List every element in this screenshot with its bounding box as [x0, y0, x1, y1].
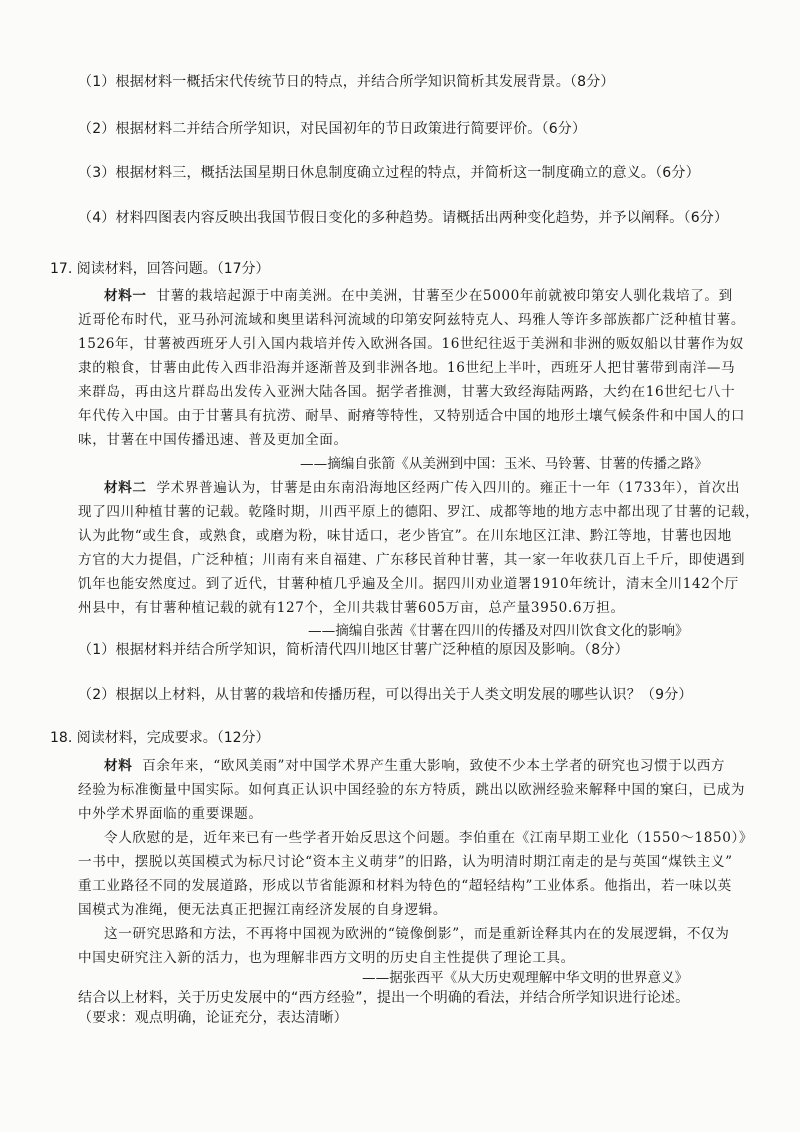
q18-source: ——据张西平《从大历史观理解中华文明的世界意义》: [362, 970, 689, 986]
q17-m2-line-3: 认为此物“或生食，或熟食，或磨为粉，味甘适口，老少皆宜”。在川东地区江津、黔江等地，甘薯也因地: [78, 528, 732, 544]
q17-m2-line-4: 方官的大力提倡，广泛种植；川南有来自福建、广东移民首种甘薯，其一家一年收获几百上千斤，即使遇到: [78, 552, 746, 568]
q18-line-7: 国模式为准绳，便无法真正把握江南经济发展的自身逻辑。: [78, 902, 448, 918]
q18-material-label: 材料: [104, 758, 133, 774]
q18-line-6: 重工业路径不同的发展道路，形成以节省能源和材料为特色的“超轻结构”工业体系。他指出，若一味以英: [78, 878, 732, 894]
q17-m1-source: ——摘编自张箭《从美洲到中国：玉米、马铃薯、甘薯的传播之路》: [300, 456, 708, 472]
q18-line-2: 经验为标准衡量中国实际。如何真正认识中国经验的东方特质，跳出以欧洲经验来解释中国的窠臼，已成为: [78, 782, 746, 798]
q16-sub-3: （3）根据材料三，概括法国星期日休息制度确立过程的特点，并简析这一制度确立的意义。（6分）: [78, 165, 700, 181]
q17-question-2: （2）根据以上材料，从甘薯的栽培和传播历程，可以得出关于人类文明发展的哪些认识？（9分）: [78, 687, 693, 703]
q18-line-4: 令人欣慰的是，近年来已有一些学者开始反思这个问题。李伯重在《江南早期工业化（1550～1850）》: [104, 830, 754, 846]
q17-m2-source: ——摘编自张茜《甘薯在四川的传播及对四川饮食文化的影响》: [308, 623, 689, 639]
q17-m2-line-5: 饥年也能安然度过。到了近代，甘薯种植几乎遍及全川。据四川劝业道署1910年统计，清末全川142个厅: [78, 576, 739, 592]
q16-sub-2: （2）根据材料二并结合所学知识，对民国初年的节日政策进行简要评价。（6分）: [78, 121, 587, 137]
q17-m1-line-3: 1526年，甘薯被西班牙人引入国内栽培并传入欧洲各国。16世纪往返于美洲和非洲的贩奴船以甘薯作为奴: [78, 336, 744, 352]
q18-line-1: 材料 百余年来，“欧风美雨”对中国学术界产生重大影响，致使不少本土学者的研究也习惯于以西方: [104, 758, 726, 774]
q17-m1-line-5: 来群岛，再由这片群岛出发传入亚洲大陆各国。据学者推测，甘薯大致经海陆两路，大约在16世纪七八十: [78, 384, 736, 400]
q18-line-8: 这一研究思路和方法，不再将中国视为欧洲的“镜像倒影”，而是重新诠释其内在的发展逻辑，不仅为: [104, 926, 730, 942]
q18-line-9: 中国史研究注入新的活力，也为理解非西方文明的历史自主性提供了理论工具。: [78, 950, 575, 966]
q18-requirement: （要求：观点明确，论证充分，表达清晰）: [78, 1010, 348, 1026]
q17-m1-line-4: 隶的粮食，甘薯由此传入西非沿海并逐渐普及到非洲各地。16世纪上半叶，西班牙人把甘薯带到南洋—马: [78, 360, 736, 376]
q17-m1-label: 材料一: [104, 288, 147, 304]
q18-task: 结合以上材料，关于历史发展中的“西方经验”，提出一个明确的看法，并结合所学知识进行论述。: [78, 990, 690, 1006]
q17-m2-line-1: 材料二 学术界普遍认为，甘薯是由东南沿海地区经两广传入四川的。雍正十一年（1733年），首次出: [104, 480, 741, 496]
q17-m2-line-2: 现了四川种植甘薯的记载。乾隆时期，川西平原上的德阳、罗江、成都等地的地方志中都出现了甘薯的记载，: [78, 504, 760, 520]
q17-m2-line-6: 州县中，有甘薯种植记载的就有127个，全川共栽甘薯605万亩，总产量3950.6万担。: [78, 600, 625, 616]
q18-heading: 18. 阅读材料，完成要求。（12分）: [50, 730, 270, 746]
q16-sub-4: （4）材料四图表内容反映出我国节假日变化的多种趋势。请概括出两种变化趋势，并予以阐释。（6分）: [78, 210, 729, 226]
q16-sub-1: （1）根据材料一概括宋代传统节日的特点，并结合所学知识简析其发展背景。（8分）: [78, 74, 615, 90]
q17-m2-label: 材料二: [104, 480, 147, 496]
q17-m1-line-7: 味，甘薯在中国传播迅速、普及更加全面。: [78, 432, 348, 448]
q17-m1-line-6: 年代传入中国。由于甘薯具有抗涝、耐旱、耐瘠等特性，又特别适合中国的地形土壤气候条件和中国人的口: [78, 408, 746, 424]
q18-line-3: 中外学术界面临的重要课题。: [78, 806, 263, 822]
q18-line-5: 一书中，摆脱以英国模式为标尺讨论“资本主义萌芽”的旧路，认为明清时期江南走的是与英国“煤铁主义”: [78, 854, 733, 870]
q17-m1-line-1: 材料一 甘薯的栽培起源于中南美洲。在中美洲，甘薯至少在5000年前就被印第安人驯化栽培了。到: [104, 288, 733, 304]
q17-heading: 17. 阅读材料，回答问题。（17分）: [50, 261, 270, 277]
q17-m1-line-2: 近哥伦布时代，亚马孙河流域和奥里诺科河流域的印第安阿兹特克人、玛雅人等许多部族都广泛种植甘薯。: [78, 312, 746, 328]
q17-question-1: （1）根据材料并结合所学知识，简析清代四川地区甘薯广泛种植的原因及影响。（8分）: [78, 642, 629, 658]
